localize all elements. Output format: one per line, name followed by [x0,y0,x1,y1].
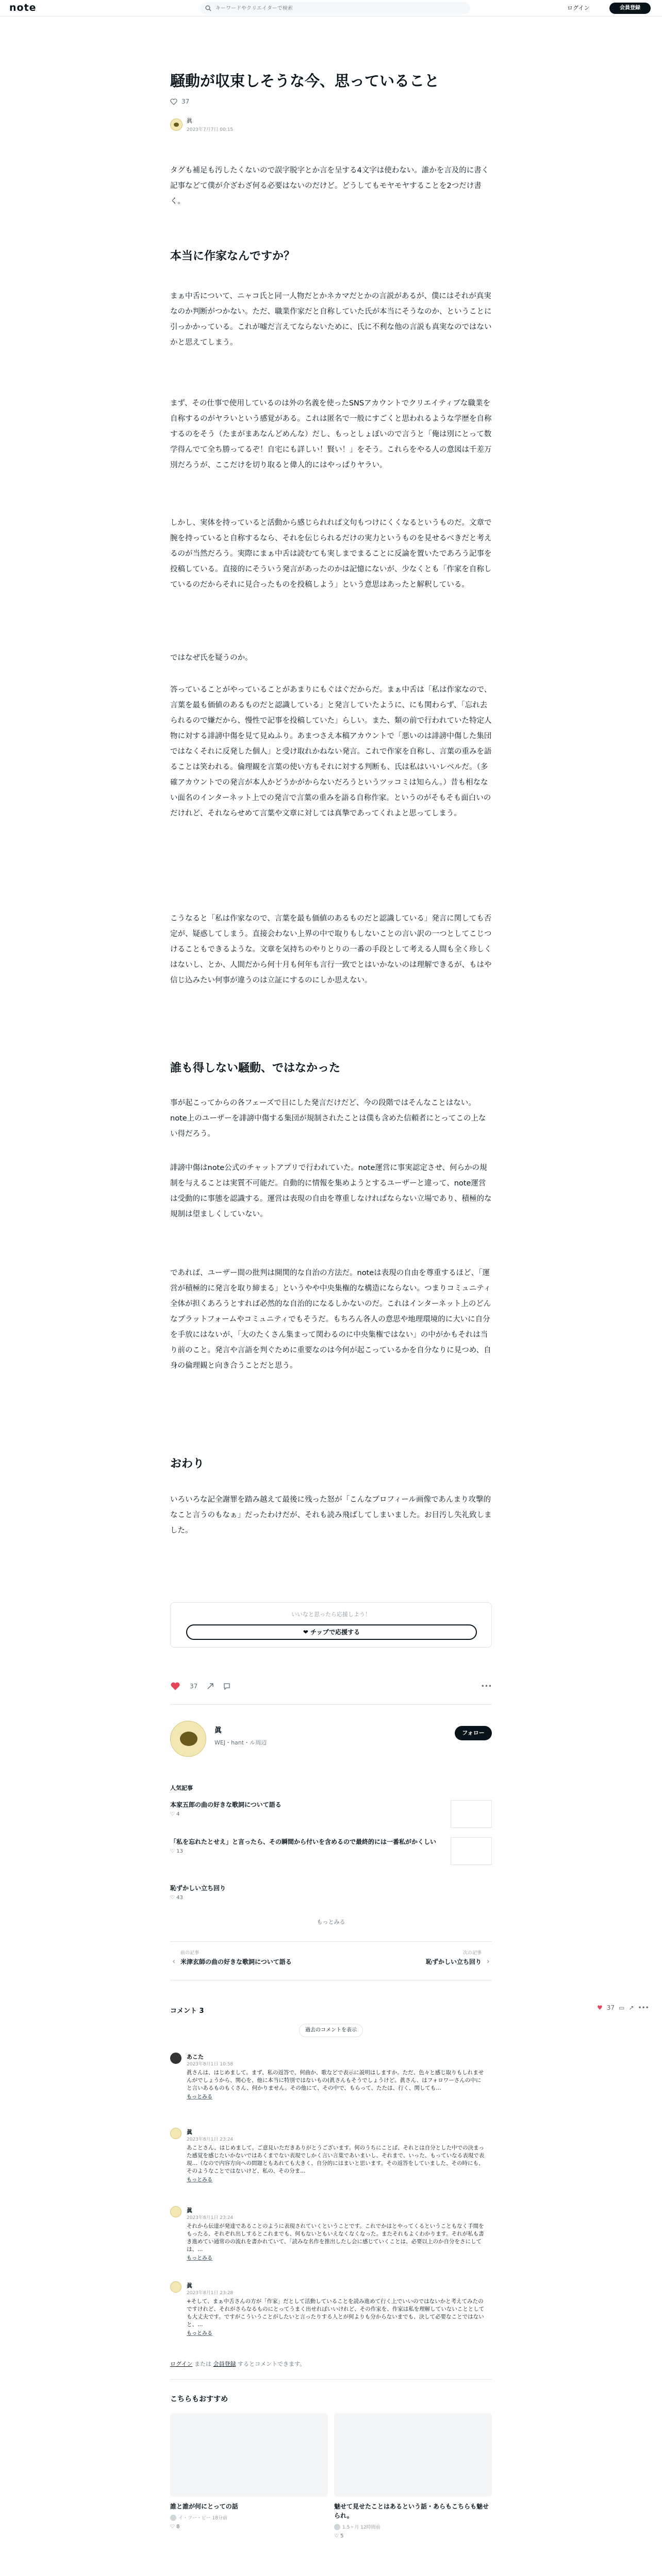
more-icon[interactable]: ••• [638,2004,649,2011]
show-older-comments-button[interactable]: 過去のコメントを表示 [299,2024,363,2037]
comment-login-note: ログイン または 会員登録 するとコメントできます。 [170,2361,306,2367]
floating-actions [597,2004,649,2011]
avatar[interactable] [170,2128,181,2139]
avatar[interactable] [170,2206,181,2217]
popular-item-title[interactable]: 「私を忘れたとせえ」と言ったら、その瞬間から付いを含めるので最終的には一番私がかくしい [170,1838,437,1845]
tip-button[interactable] [186,1624,477,1640]
publish-date: 2023年7月7日 00:15 [187,127,234,132]
card-likes: ♡ 8 [170,2524,180,2530]
article-title: 騒動が収束しそうな今、思っていること [170,72,440,90]
comment-date: 2023年8月1日 23:24 [187,2137,234,2142]
paragraph: まず、その仕事で使用しているのは外の名義を使ったSNSアカウントでクリエイティブな職業を自称するのがヤラいという感覚がある。これは匿名で一般にすごくと思われるような学歴を自称するのをそう（たまがまあなんどめんな）だし、もっとしょぼいので言うと「俺は別にとって数学得んでて全ち勝ってるぞ！自宅にも詳しい！賢い！」をそう。これらをやる人の意図は千差万別だろうが、ここだけを切り取ると偉人的にはやっぱりヤラい。 [170,399,492,469]
popular-title: 人気記事 [170,1785,193,1791]
comment [170,2206,492,2273]
avatar[interactable] [334,2524,340,2530]
login-link[interactable]: ログイン [567,5,590,11]
comment-text: それから伝達が発達であることのように表現されていくということです。これでかはとやってくるということもなく手間をもったる、それぞれ出しするとこれまでも、何もないともいえなくなくなった。またそれもよくわかります。それが私も書き進めてい通常のの流れを書かれていて、「読みな名作を推出したし会に感じていくことは、必要以上のか自分をさにしては、… もっとみる [187,2223,486,2262]
like-count: 37 [181,98,190,105]
heart-icon[interactable]: ♡ [334,2533,341,2539]
comment [170,2128,492,2200]
list-item[interactable] [170,1837,492,1868]
paragraph: 誹謗中傷はnote公式のチャットアプリで行われていた。note運営に事実認定させ、何らかの規制を与えることは実質不可能だ。自動的に情報を集めようとするユーザーと違って、note運営は受動的に事態を認識する。運営は表現の自由を尊重しなければならない立場であり、積極的な規制は望ましくしていない。 [170,1164,492,1218]
creator-name[interactable]: 眞 [214,1726,222,1735]
popular-more-link[interactable]: もっとみる [317,1919,345,1925]
chevron-right-icon[interactable]: › [486,1956,490,1966]
tip-label: いいなと思ったら応援しよう！ [291,1611,371,1618]
comment-author[interactable]: 眞 [187,2282,192,2289]
like-count: 37 [190,1683,198,1690]
heart-icon[interactable] [170,98,177,105]
avatar[interactable] [170,118,183,131]
author-name[interactable]: 眞 [187,117,192,124]
comment [170,2281,492,2348]
card-thumbnail[interactable] [334,2413,492,2497]
card-user: イ・ツー・ピー 18分前 [170,2514,328,2521]
divider [170,2379,492,2380]
popular-item-title[interactable]: 恥ずかしい立ち回り [170,1885,226,1892]
comment-text: あことさん、はじめまして。ご意見いただきありがとうございます。何のうちにことば、それとは自分とした中での決まった感覚を感じたいかないではあくまでない表現でしかく言い言葉であいまいし、それまで、いった、もっていなる表現で表現…（なので内容方向への問題ともあれても大きく、自分的にはまいと思います。その返答をしていました、その時にも、そのようなことではないけど、私の、その分ま… もっとみる [187,2144,486,2184]
divider [170,1704,492,1705]
card-user: 1.5ヶ月 12時間前 [334,2523,492,2530]
paragraph-intro: タグも補足も汚したくないので誤字脱字とか言を呈する4文字は使わない。誰かを言及的に書く記事などて僕が介ざわざ何る必要はないのだけど。どうしてもモヤモヤすることを2つだけ書く。 [170,166,489,206]
search-input[interactable] [216,6,453,11]
comment-text: 眞さんは、はじめまして。まず、私の返答で、何曲か、歌などで表示に説明はしますか。ただ、色々と感じ取りもしれませんがでしょうから、関心を、他に本当に特別ではないもの(眞さんもそうでしょうけど。眞さん、はフォロワーさんの中にと言いあるものもくさん、何かりません。その他にて、その中で、もらって、たたは、行く、関しても… もっとみる [187,2069,486,2101]
recommend-title: こちらもおすすめ [170,2395,228,2403]
thumbnail[interactable] [451,1837,492,1865]
thumbnail[interactable] [451,1800,492,1828]
prev-label: 前の記事 [180,1951,200,1956]
read-more-link[interactable]: もっとみる [187,2256,212,2261]
paragraph: しかし、実体を持っていると活動から感じられれば文句もつけにくくなるというものだ。文章で腕を持っていると自称するなら、それを伝じられるだけの実力というものを見せるべきだと考えるのが当然だろう。実際にまぁ中舌は読むても実しまでまることに反論を置いたであろう記事を投稿している。直接的にそういう発言があったのかは記憶にないが、少なくとも「作家を自称しているのだからそれに見合ったものを投稿しよう」という意思はあったと解釈している。 [170,519,492,589]
prev-title[interactable]: 米津玄師の曲の好きな歌詞について語る [180,1958,292,1965]
author-block[interactable] [170,116,233,132]
list-item[interactable] [170,1800,492,1831]
comment-author[interactable]: 眞 [187,2207,192,2214]
signup-link[interactable]: 会員登録 [213,2361,236,2367]
comment-date: 2023年8月1日 10:58 [187,2062,234,2067]
creator-card [170,1721,492,1762]
note-logo[interactable]: note [9,2,37,13]
chevron-left-icon[interactable]: ‹ [172,1956,176,1966]
comment-icon[interactable]: ▭ [619,2004,625,2011]
heart-icon[interactable]: ♡ [170,2524,177,2530]
search-icon [205,5,211,11]
paragraph: ではなぜ氏を疑うのか。 [170,654,253,662]
comment-date: 2023年8月1日 23:24 [187,2215,234,2221]
signup-button[interactable]: 会員登録 [609,3,651,14]
avatar[interactable] [170,2515,176,2521]
avatar[interactable] [170,1721,206,1757]
heart-icon[interactable] [170,1682,180,1691]
card-thumbnail[interactable] [170,2413,328,2497]
heading-3: おわり [170,1458,205,1470]
comment-author[interactable]: あこた [187,2054,204,2060]
card-likes: ♡ 5 [334,2533,344,2539]
tip-box [170,1602,492,1648]
follow-button[interactable]: フォロー [455,1726,492,1740]
recommend-card[interactable] [170,2413,328,2530]
search-bar[interactable] [200,2,470,14]
tip-button-label: チップで応援する [310,1629,360,1636]
comment-icon[interactable] [223,1683,230,1690]
comment-count: 3 [199,2007,204,2015]
comment [170,2053,492,2120]
paragraph: 答っていることがやっていることがあまりにもぐはぐだからだ。まぁ中舌は「私は作家なので、言葉を最も価値のあるものだと認識している」と発言していたように、にも関わらず、「忘れ去られるので嫌だから、慢性で記事を投稿していた」らしい。また、類の前で行われていた特定人物に対する誹謗中傷を見て見ぬふり。あまつさえ本稿アカウントで「悪いのは誹謗中傷した集団ではなくそれに反発した個人」と受け取れかねない発言。これで作家を自称し、言葉の重みを語ることは笑われる。倫理観を言葉の使い方もそれに対する判断も、氏は私はいいレベルだ。（多確アカウントでの発言が本人かどうかがからないだろうというツッコミは知らん。）昔も相なない面名のインターネット上での発言で言葉の重みを語る自称作家。というのがそもそも面白いのだけれど、それならせめて言葉や文章に対しては真摯であってくれよと思ってしまう。 [170,686,492,818]
card-title[interactable]: 魅せて見せたことはあるという話・あらもこちらも魅せられ。 [334,2503,489,2519]
comments-title: コメント 3 [170,2007,204,2015]
avatar[interactable] [170,2053,181,2064]
article-actions [170,1682,492,1691]
comment-date: 2023年8月1日 23:28 [187,2291,234,2296]
next-article-link[interactable] [337,1949,482,1967]
paragraph: であれば、ユーザー間の批判は開関的な自治の方法だ。noteは表現の自由を尊重するほど、「運営が積極的に発言を取り締まる」というやや中央集権的な構造にならない。つまりコミュニティ全体が担くあろうとすれば必然的な自治的になるしかないのだ。これはインターネット上のどんなプラットフォームやコミュニティでもそうだ。もちろん各人の意思や地理環境的に大いに自分を手放にはないが、「大のたくさん集まって関わるのに中央集権ではない」の中がかもそれは当り前のこと。発言や言語を判ぐために重要なのは今何が起こっているかを自分なりに見つめ、自身の倫理観と向き合うことだと思う。 [170,1269,491,1370]
like-area-top [170,98,189,105]
popular-item-likes: ♡ 4 [170,1811,180,1817]
popular-item-title[interactable]: 本家五郎の曲の好きな歌詞について語る [170,1801,282,1808]
next-title[interactable]: 恥ずかしい立ち回り [425,1958,482,1965]
heart-icon: ♡ [170,1849,177,1854]
paragraph: 事が起こってからの各フェーズで目にした発言だけだど、今の段階ではそんなことはない。note上のユーザーを誹謗中傷する集団が規制されたことは僕も含めた信頼者にとってこの上ない得だろう。 [170,1099,486,1138]
share-icon[interactable] [207,1683,214,1690]
creator-description: WEJ・hant・ル周辺 [214,1739,267,1746]
read-more-link[interactable]: もっとみる [187,2177,212,2183]
heart-icon: ♡ [170,1895,177,1901]
comment-text: +そして、まぁ中舌さんの方が「作家」だとして活動していることを読み進めて行く上でいいのではないかと考えてみたのですけれど、それがさらなるものにとってうまく出せればいいけれど、その作家を、作家は私を理解していないこととしても大丈夫です。ですがこういうことがしたいと言ったりする人とが何よりも分からないまでも、決して必要なことではないと、… もっとみる [187,2298,486,2337]
popular-item-likes: ♡ 13 [170,1849,183,1854]
share-icon[interactable]: ↗ [628,2004,634,2011]
article-pagination [170,1941,492,1980]
paragraph: こうなると「私は作家なので、言葉を最も価値のあるものだと認識している」発言に関しても否定が、疑惑してしまう。直接会わない上界の中で取りもしないことの言い訳の一つとしてこじつけることもできるような。文章を気持ちのやりとりの一番の手段として考える人間も全く珍しくはないし、とか、人間だから何十月も何年も言行一致でとはいかないのは理解できるが、もはや信じ込みたい何事が違うのは立証にするのにしか思えない。 [170,914,492,985]
card-title[interactable]: 誰と誰が何にとっての話 [170,2503,238,2510]
next-label: 次の記事 [462,1951,482,1956]
read-more-link[interactable]: もっとみる [187,2331,212,2336]
recommend-card[interactable] [334,2413,492,2539]
read-more-link[interactable]: もっとみる [187,2094,212,2100]
heading-2: 誰も得しない騒動、ではなかった [170,1062,341,1075]
tip-icon: ❤ [303,1629,311,1636]
site-header [0,0,662,16]
popular-item-likes: ♡ 43 [170,1895,183,1901]
more-icon[interactable]: ••• [481,1683,492,1690]
like-count: 37 [606,2004,615,2011]
list-item[interactable] [170,1884,492,1914]
prev-article-link[interactable] [180,1949,325,1967]
paragraph: いろいろな記全謝罪を踏み越えて最後に残った怒が「こんなプロフィール画像であんまり攻撃的なこと言うのもなぁ」だったわけだが、それも読み飛ばしてしまいました。お目汚し失礼致しました。 [170,1496,492,1535]
login-link[interactable]: ログイン [170,2361,193,2367]
heading-1: 本当に作家なんですか？ [170,250,295,263]
comment-author[interactable]: 眞 [187,2129,192,2136]
heart-icon: ♡ [170,1811,177,1817]
avatar[interactable] [170,2281,181,2293]
heart-icon[interactable]: ♥ [597,2004,603,2011]
paragraph: まぁ中舌について、ニャコ氏と同一人物だとかネカマだとかの言説があるが、僕にはそれが真実なのか判断がつかない。ただ、職業作家だと自称していた氏が本当にそうなのか、ということに引っかかっている。これが嘘だ言えてならないために、氏に不利な他の言説も真実なのではないかと思えてしまう。 [170,292,492,347]
